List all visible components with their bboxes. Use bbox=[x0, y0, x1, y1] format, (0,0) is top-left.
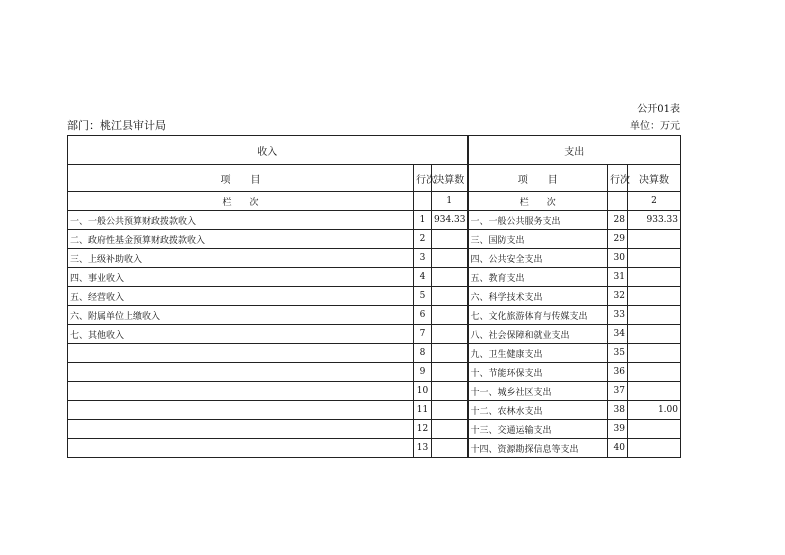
table-row bbox=[68, 363, 681, 382]
expense-item: 十、节能环保支出 bbox=[468, 363, 608, 382]
income-item bbox=[68, 382, 414, 401]
income-item bbox=[68, 344, 414, 363]
expense-amount-header: 决算数 bbox=[628, 165, 681, 192]
income-item: 三、上级补助收入 bbox=[68, 249, 414, 268]
income-column-number: 1 bbox=[432, 192, 468, 211]
income-item bbox=[68, 439, 414, 458]
income-row-no: 3 bbox=[414, 249, 432, 268]
income-amount bbox=[432, 382, 468, 401]
budget-table bbox=[67, 135, 681, 458]
table-row bbox=[68, 268, 681, 287]
expense-row-no-blank bbox=[608, 192, 628, 211]
income-item: 四、事业收入 bbox=[68, 268, 414, 287]
section-header-row bbox=[68, 136, 681, 165]
income-amount bbox=[432, 344, 468, 363]
income-item: 六、附属单位上缴收入 bbox=[68, 306, 414, 325]
expense-row-no: 28 bbox=[608, 211, 628, 230]
income-amount bbox=[432, 439, 468, 458]
income-row-no: 2 bbox=[414, 230, 432, 249]
income-row-no: 13 bbox=[414, 439, 432, 458]
table-row bbox=[68, 382, 681, 401]
expense-row-no: 29 bbox=[608, 230, 628, 249]
expense-amount bbox=[628, 344, 681, 363]
expense-item: 三、国防支出 bbox=[468, 230, 608, 249]
expense-item: 八、社会保障和就业支出 bbox=[468, 325, 608, 344]
table-row bbox=[68, 230, 681, 249]
income-item bbox=[68, 420, 414, 439]
income-row-no: 11 bbox=[414, 401, 432, 420]
expense-amount bbox=[628, 325, 681, 344]
expense-item: 五、教育支出 bbox=[468, 268, 608, 287]
income-amount: 934.33 bbox=[432, 211, 468, 230]
expense-item: 四、公共安全支出 bbox=[468, 249, 608, 268]
income-row-no: 1 bbox=[414, 211, 432, 230]
expense-row-no: 37 bbox=[608, 382, 628, 401]
expense-row-no-header: 行次 bbox=[608, 165, 628, 192]
income-amount bbox=[432, 325, 468, 344]
income-row-no: 8 bbox=[414, 344, 432, 363]
expense-amount: 1.00 bbox=[628, 401, 681, 420]
income-row-no: 9 bbox=[414, 363, 432, 382]
expense-item: 十一、城乡社区支出 bbox=[468, 382, 608, 401]
income-header: 收入 bbox=[68, 136, 468, 165]
expense-amount bbox=[628, 287, 681, 306]
income-item: 五、经营收入 bbox=[68, 287, 414, 306]
income-amount bbox=[432, 363, 468, 382]
expense-amount bbox=[628, 363, 681, 382]
expense-item-header: 项 目 bbox=[468, 165, 608, 192]
expense-amount bbox=[628, 268, 681, 287]
table-row bbox=[68, 420, 681, 439]
income-amount bbox=[432, 249, 468, 268]
expense-row-no: 34 bbox=[608, 325, 628, 344]
expense-row-no: 30 bbox=[608, 249, 628, 268]
expense-row-no: 39 bbox=[608, 420, 628, 439]
expense-item: 九、卫生健康支出 bbox=[468, 344, 608, 363]
table-row bbox=[68, 439, 681, 458]
unit-label: 单位：万元 bbox=[630, 121, 680, 132]
income-item: 二、政府性基金预算财政拨款收入 bbox=[68, 230, 414, 249]
expense-item: 十四、资源勘探信息等支出 bbox=[468, 439, 608, 458]
income-row-no: 10 bbox=[414, 382, 432, 401]
income-row-no: 5 bbox=[414, 287, 432, 306]
income-amount bbox=[432, 401, 468, 420]
form-code: 公开01表 bbox=[637, 104, 680, 115]
income-item: 七、其他收入 bbox=[68, 325, 414, 344]
table-row bbox=[68, 287, 681, 306]
expense-amount bbox=[628, 230, 681, 249]
expense-column-number: 2 bbox=[628, 192, 681, 211]
table-row bbox=[68, 249, 681, 268]
income-amount-header: 决算数 bbox=[432, 165, 468, 192]
income-row-no-blank bbox=[414, 192, 432, 211]
income-row-no: 6 bbox=[414, 306, 432, 325]
income-row-no: 4 bbox=[414, 268, 432, 287]
income-amount bbox=[432, 287, 468, 306]
table-row bbox=[68, 401, 681, 420]
expense-column-label: 栏 次 bbox=[468, 192, 608, 211]
expense-row-no: 31 bbox=[608, 268, 628, 287]
expense-item: 六、科学技术支出 bbox=[468, 287, 608, 306]
income-amount bbox=[432, 268, 468, 287]
expense-row-no: 36 bbox=[608, 363, 628, 382]
expense-amount bbox=[628, 306, 681, 325]
table-row bbox=[68, 211, 681, 230]
expense-amount bbox=[628, 420, 681, 439]
expense-row-no: 35 bbox=[608, 344, 628, 363]
expense-amount bbox=[628, 249, 681, 268]
table-row bbox=[68, 325, 681, 344]
department-label: 部门：桃江县审计局 bbox=[67, 119, 166, 132]
income-row-no: 12 bbox=[414, 420, 432, 439]
expense-row-no: 40 bbox=[608, 439, 628, 458]
column-header-row bbox=[68, 165, 681, 192]
expense-item: 一、一般公共服务支出 bbox=[468, 211, 608, 230]
expense-item: 七、文化旅游体育与传媒支出 bbox=[468, 306, 608, 325]
table-row bbox=[68, 344, 681, 363]
income-column-label: 栏 次 bbox=[68, 192, 414, 211]
expense-header: 支出 bbox=[468, 136, 681, 165]
expense-amount bbox=[628, 439, 681, 458]
expense-amount: 933.33 bbox=[628, 211, 681, 230]
income-item: 一、一般公共预算财政拨款收入 bbox=[68, 211, 414, 230]
income-amount bbox=[432, 420, 468, 439]
expense-row-no: 32 bbox=[608, 287, 628, 306]
income-row-no-header: 行次 bbox=[414, 165, 432, 192]
income-item bbox=[68, 401, 414, 420]
income-item bbox=[68, 363, 414, 382]
table-row bbox=[68, 306, 681, 325]
income-amount bbox=[432, 230, 468, 249]
column-number-row bbox=[68, 192, 681, 211]
income-amount bbox=[432, 306, 468, 325]
expense-item: 十二、农林水支出 bbox=[468, 401, 608, 420]
expense-amount bbox=[628, 382, 681, 401]
expense-item: 十三、交通运输支出 bbox=[468, 420, 608, 439]
expense-row-no: 33 bbox=[608, 306, 628, 325]
expense-row-no: 38 bbox=[608, 401, 628, 420]
income-row-no: 7 bbox=[414, 325, 432, 344]
income-item-header: 项 目 bbox=[68, 165, 414, 192]
